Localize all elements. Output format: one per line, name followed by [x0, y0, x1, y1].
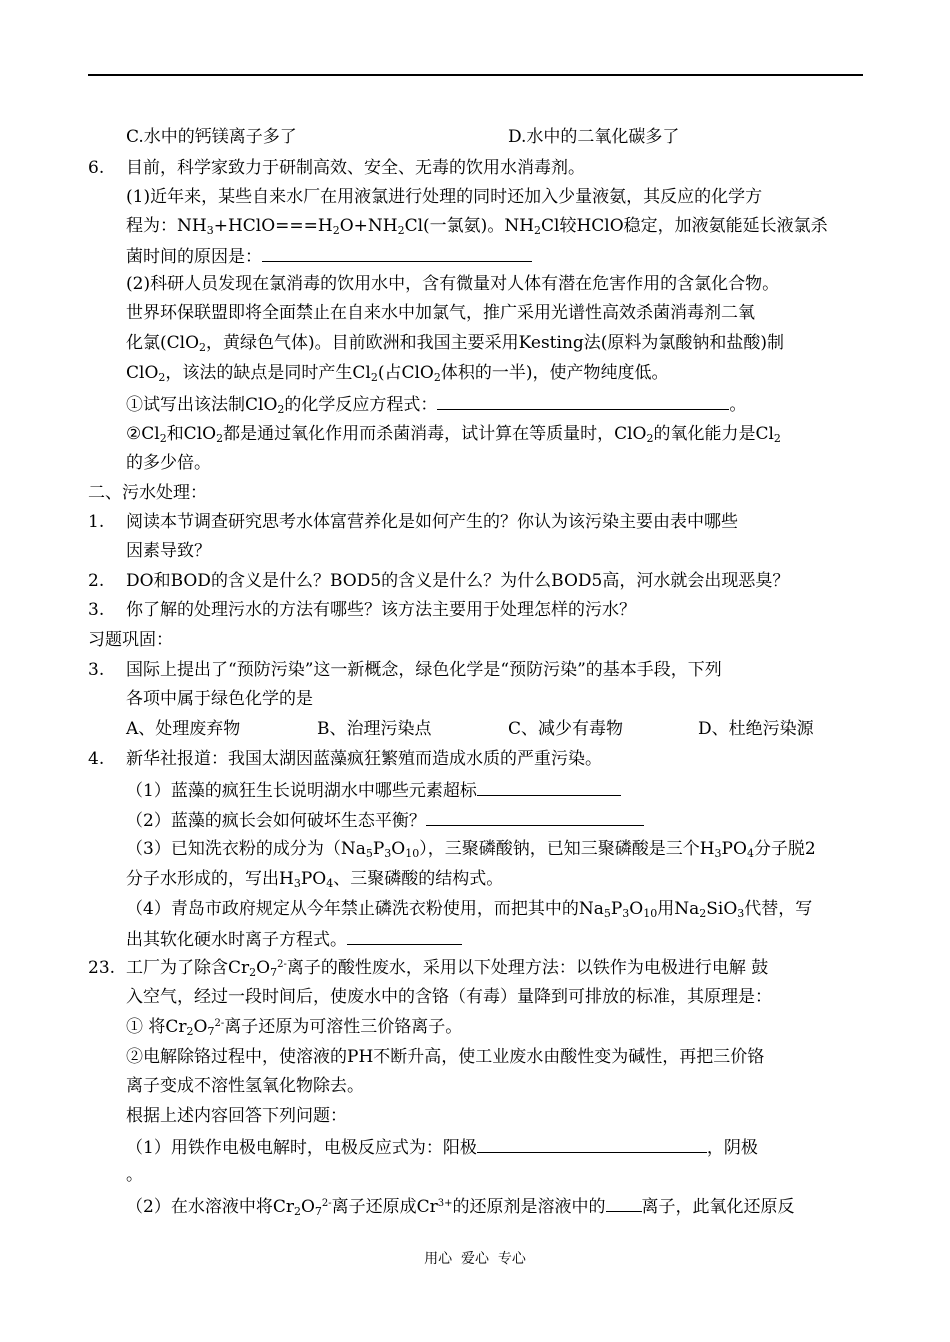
exercise-title: 习题巩固： [88, 630, 173, 650]
ex3-option-c: C、减少有毒物 [508, 719, 624, 739]
ex23-step2-line1: ②电解除铬过程中，使溶液的PH不断升高，使工业废水由酸性变为碱性，再把三价铬 [126, 1047, 765, 1067]
answer-blank[interactable] [437, 392, 729, 410]
ex4-number: 4. [88, 749, 105, 769]
ex4-stem: 新华社报道：我国太湖因蓝藻疯狂繁殖而造成水质的严重污染。 [126, 749, 602, 769]
ex23-number: 23. [88, 958, 116, 978]
ex23-q1-line2: 。 [126, 1165, 143, 1185]
ex3-line2: 各项中属于绿色化学的是 [126, 689, 313, 709]
s2-q3: 你了解的处理污水的方法有哪些？该方法主要用于处理怎样的污水？ [126, 600, 636, 620]
ex23-line2: 入空气，经过一段时间后，使废水中的含铬（有毒）量降到可排放的标准，其原理是： [126, 987, 772, 1007]
ex4-part2: （2）蓝藻的疯长会如何破坏生态平衡？ [126, 808, 644, 832]
ex23-line1: 工厂为了除含$Cr_2O_7^{2-}$离子的酸性废水，采用以下处理方法：以铁作为电极进行电解 鼓 [126, 958, 769, 979]
section2-title: 二、污水处理： [88, 483, 207, 503]
q6-part4-line2: 的多少倍。 [126, 453, 211, 473]
ex4-part3-line2: 分子水形成的，写出$H_3PO_4$、三聚磷酸的结构式。 [126, 869, 504, 890]
s2-q3-number: 3. [88, 600, 105, 620]
answer-blank[interactable] [426, 808, 644, 826]
s2-q2-number: 2. [88, 571, 105, 591]
ex23-step1: ① 将$Cr_2O_7^{2-}$离子还原为可溶性三价铬离子。 [126, 1017, 463, 1038]
ex3-line1: 国际上提出了“预防污染”这一新概念，绿色化学是“预防污染”的基本手段，下列 [126, 660, 722, 680]
ex23-q1-line1: （1）用铁作电极电解时，电极反应式为：阳极 ，阴极 [126, 1135, 758, 1159]
ex4-part4-line1: （4）青岛市政府规定从今年禁止磷洗衣粉使用，而把其中的$Na_5P_3O_{10}$用$Na_2SiO_3$代替，写 [126, 899, 813, 920]
s2-q2: DO和BOD的含义是什么？BOD5的含义是什么？为什么BOD5高，河水就会出现恶臭？ [126, 571, 790, 591]
ex3-number: 3. [88, 660, 105, 680]
s2-q1-line1: 阅读本节调查研究思考水体富营养化是如何产生的？你认为该污染主要由表中哪些 [126, 512, 738, 532]
q6-part4-line1: $②Cl_2$和ClO$_2$都是通过氧化作用而杀菌消毒，试计算在等质量时，ClO$_2$的氧化能力是$Cl_2$ [126, 424, 781, 445]
q6-number: 6. [88, 158, 105, 178]
ex4-part3-line1: （3）已知洗衣粉的成分为$(Na_5P_3O_{10})$，三聚磷酸钠，已知三聚磷酸是三个$H_3PO_4$分子脱2 [126, 839, 816, 860]
q6-part1-line1: (1)近年来，某些自来水厂在用液氯进行处理的同时还加入少量液氨，其反应的化学方 [126, 187, 763, 207]
q5-option-c: C.水中的钙镁离子多了 [126, 127, 297, 147]
ex4-part1: （1）蓝藻的疯狂生长说明湖水中哪些元素超标 [126, 778, 621, 802]
answer-blank[interactable] [477, 778, 621, 796]
ex23-q2-line1: （2）在水溶液中将$Cr_2O_7^{2-}$离子还原成$Cr^{3+}$的还原剂是溶液中的 离子，此氧化还原反 [126, 1194, 795, 1218]
q6-part2-line4: ClO$_2$，该法的缺点是同时产生$Cl_2$(占ClO$_2$体积的一半)，使产物纯度低。 [126, 363, 669, 384]
s2-q1-line2: 因素导致？ [126, 541, 211, 561]
answer-blank[interactable] [477, 1135, 707, 1153]
ex23-ask: 根据上述内容回答下列问题： [126, 1106, 347, 1126]
q6-part2-line1: (2)科研人员发现在氯消毒的饮用水中，含有微量对人体有潜在危害作用的含氯化合物。 [126, 274, 780, 294]
ex3-option-d: D、杜绝污染源 [698, 719, 814, 739]
ex3-option-a: A、处理废弃物 [126, 719, 241, 739]
ex4-part4-line2: 出其软化硬水时离子方程式。 [126, 927, 462, 951]
q6-part2-line3: 化氯(ClO$_2$，黄绿色气体)。目前欧洲和我国主要采用Kesting法(原料为氯酸钠和盐酸)制 [126, 333, 785, 354]
ex23-step2-line2: 离子变成不溶性氢氧化物除去。 [126, 1076, 364, 1096]
header-rule [88, 74, 863, 76]
q6-part1-line3: 菌时间的原因是： [126, 244, 532, 268]
q5-option-d: D.水中的二氧化碳多了 [508, 127, 680, 147]
answer-blank[interactable] [606, 1194, 642, 1212]
page-footer: 用心 爱心 专心 [424, 1251, 526, 1267]
s2-q1-number: 1. [88, 512, 105, 532]
q6-part2-line2: 世界环保联盟即将全面禁止在自来水中加氯气，推广采用光谱性高效杀菌消毒剂二氧 [126, 303, 755, 323]
answer-blank[interactable] [347, 927, 462, 945]
q6-part1-line2: 程为：$NH_3+HClO===H_2O+NH_2Cl$(一氯氨)。$NH_2Cl$较HClO稳定，加液氨能延长液氯杀 [126, 216, 828, 237]
q6-stem: 目前，科学家致力于研制高效、安全、无毒的饮用水消毒剂。 [126, 158, 585, 178]
q6-part3: ①试写出该法制ClO$_2$的化学反应方程式： 。 [126, 392, 746, 416]
ex3-option-b: B、治理污染点 [317, 719, 432, 739]
answer-blank[interactable] [262, 244, 532, 262]
